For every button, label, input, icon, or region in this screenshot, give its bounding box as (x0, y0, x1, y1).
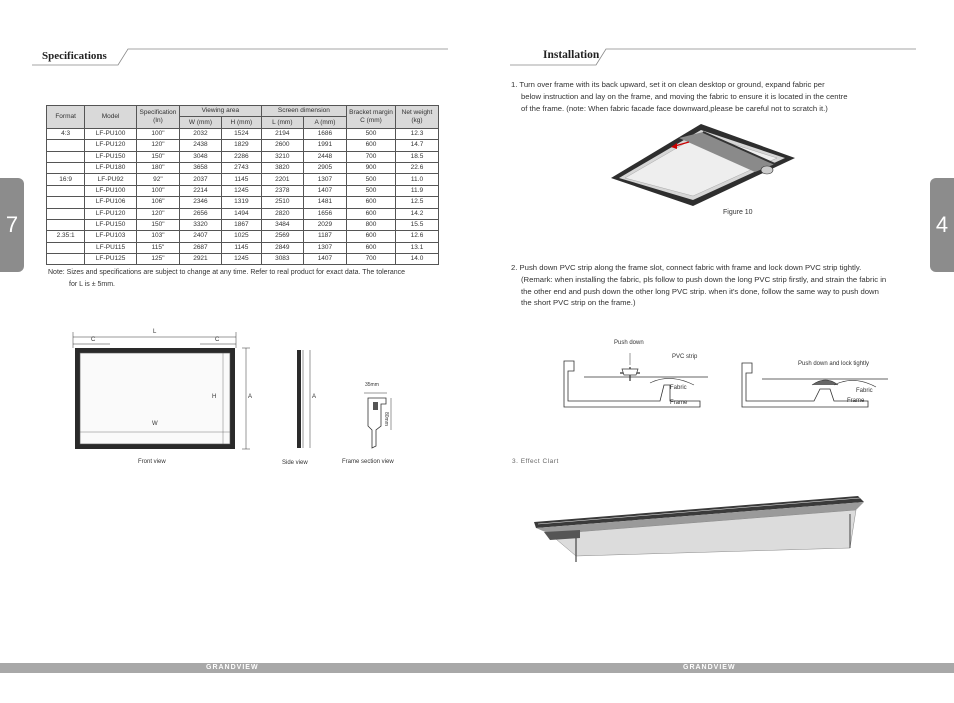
header-w: W (mm) (179, 117, 221, 128)
table-cell-format: 4:3 (47, 128, 85, 139)
header-l: L (mm) (261, 117, 303, 128)
table-cell-c: 600 (347, 208, 396, 219)
section-title-installation: Installation (543, 49, 600, 61)
table-cell-w: 2438 (179, 140, 221, 151)
table-cell-c: 700 (347, 254, 396, 265)
label-fabric-right: Fabric (856, 388, 873, 394)
table-cell-spec: 92" (136, 174, 179, 185)
step2-line1: 2. Push down PVC strip along the frame slot, connect fabric with frame and lock down PVC strip tightly. (511, 263, 862, 272)
table-cell-model: LF-PU106 (85, 197, 137, 208)
dim-label-A-side: A (312, 394, 317, 400)
table-cell-kg: 18.5 (396, 151, 439, 162)
table-cell-kg: 15.5 (396, 219, 439, 230)
table-row (47, 242, 439, 253)
table-row (47, 128, 439, 139)
table-cell-l: 2600 (261, 140, 303, 151)
header-h: H (mm) (221, 117, 261, 128)
table-cell-spec: 180" (136, 162, 179, 173)
table-cell-h: 1245 (221, 185, 261, 196)
table-row (47, 208, 439, 219)
table-cell-model: LF-PU120 (85, 140, 137, 151)
table-cell-kg: 14.2 (396, 208, 439, 219)
table-cell-format (47, 208, 85, 219)
table-cell-spec: 150" (136, 219, 179, 230)
table-cell-format (47, 219, 85, 230)
table-cell-format: 16:9 (47, 174, 85, 185)
table-cell-kg: 12.6 (396, 231, 439, 242)
table-cell-model: LF-PU100 (85, 185, 137, 196)
table-cell-c: 500 (347, 174, 396, 185)
table-row (47, 140, 439, 151)
table-cell-a: 1481 (303, 197, 346, 208)
table-cell-format (47, 197, 85, 208)
step1-line2: below instruction and lay on the frame, and moving the fabric to ensure it is located in the centre (521, 92, 848, 101)
figure-10-caption: Figure 10 (723, 209, 753, 216)
table-cell-w: 2921 (179, 254, 221, 265)
table-cell-a: 2905 (303, 162, 346, 173)
table-cell-kg: 11.9 (396, 185, 439, 196)
dim-label-80mm: 80mm (383, 412, 389, 426)
table-cell-spec: 115" (136, 242, 179, 253)
table-cell-kg: 12.5 (396, 197, 439, 208)
specifications-table (46, 105, 439, 265)
header-viewing-area: Viewing area (179, 106, 261, 117)
effect-chart-illustration (520, 492, 865, 572)
table-cell-w: 3658 (179, 162, 221, 173)
table-row (47, 174, 439, 185)
table-note-line1: Note: Sizes and specifications are subject to change at any time. Refer to real product for exact data. The tolerance (48, 269, 406, 276)
table-cell-kg: 12.3 (396, 128, 439, 139)
dim-label-C-right: C (215, 337, 220, 343)
table-cell-h: 2286 (221, 151, 261, 162)
table-cell-l: 2378 (261, 185, 303, 196)
table-cell-w: 3320 (179, 219, 221, 230)
table-cell-h: 1245 (221, 254, 261, 265)
table-cell-spec: 125" (136, 254, 179, 265)
caption-front-view: Front view (138, 459, 166, 465)
table-cell-h: 1867 (221, 219, 261, 230)
table-cell-format (47, 254, 85, 265)
dim-label-C-left: C (91, 337, 96, 343)
table-cell-c: 500 (347, 128, 396, 139)
table-cell-a: 1407 (303, 254, 346, 265)
table-cell-c: 600 (347, 140, 396, 151)
table-note-line2: for L is ± 5mm. (69, 281, 115, 288)
label-push-lock: Push down and lock tightly (798, 361, 870, 367)
table-cell-h: 1145 (221, 242, 261, 253)
table-cell-format (47, 140, 85, 151)
table-cell-l: 2201 (261, 174, 303, 185)
table-cell-h: 1319 (221, 197, 261, 208)
caption-side-view: Side view (282, 460, 308, 466)
table-cell-spec: 120" (136, 140, 179, 151)
table-cell-model: LF-PU115 (85, 242, 137, 253)
page-number-tab-right: 4 (930, 178, 954, 272)
page-number-tab-left: 7 (0, 178, 24, 272)
table-row (47, 254, 439, 265)
header-a: A (mm) (303, 117, 346, 128)
table-cell-w: 2656 (179, 208, 221, 219)
caption-frame-section-view: Frame section view (342, 459, 394, 465)
header-screen-dimension: Screen dimension (261, 106, 346, 117)
step1-text (511, 79, 921, 115)
table-cell-format (47, 151, 85, 162)
table-cell-model: LF-PU103 (85, 231, 137, 242)
dim-label-35mm: 35mm (365, 382, 379, 388)
table-cell-h: 1025 (221, 231, 261, 242)
table-cell-spec: 120" (136, 208, 179, 219)
footer-bar (0, 663, 954, 673)
header-bracket: Bracket margin C (mm) (347, 106, 396, 129)
table-cell-c: 600 (347, 231, 396, 242)
table-cell-format (47, 185, 85, 196)
table-row (47, 185, 439, 196)
step2-line2: (Remark: when installing the fabric, pls follow to push down the long PVC strip firstly, and strain the fabric in (521, 274, 887, 284)
table-cell-w: 2032 (179, 128, 221, 139)
table-cell-model: LF-PU125 (85, 254, 137, 265)
table-cell-a: 1686 (303, 128, 346, 139)
header-format: Format (47, 106, 85, 129)
dim-label-H: H (212, 394, 217, 400)
table-cell-w: 2214 (179, 185, 221, 196)
table-cell-format (47, 162, 85, 173)
table-cell-h: 1524 (221, 128, 261, 139)
table-cell-kg: 11.0 (396, 174, 439, 185)
brand-left: GRANDVIEW (206, 664, 259, 671)
table-cell-a: 1187 (303, 231, 346, 242)
section-title-specifications: Specifications (42, 50, 107, 62)
table-cell-l: 2849 (261, 242, 303, 253)
table-cell-c: 800 (347, 219, 396, 230)
table-cell-l: 2569 (261, 231, 303, 242)
table-row (47, 231, 439, 242)
header-net-weight: Net weight (kg) (396, 106, 439, 129)
figure-10-illustration (605, 120, 800, 208)
brand-right: GRANDVIEW (683, 664, 736, 671)
step2-text (511, 262, 921, 309)
table-cell-a: 2448 (303, 151, 346, 162)
label-pvc-strip: PVC strip (672, 354, 698, 360)
table-row (47, 197, 439, 208)
table-cell-w: 2687 (179, 242, 221, 253)
table-cell-c: 600 (347, 197, 396, 208)
table-cell-a: 1307 (303, 242, 346, 253)
table-cell-model: LF-PU92 (85, 174, 137, 185)
table-cell-l: 3484 (261, 219, 303, 230)
header-model: Model (85, 106, 137, 129)
step2-line3: the other end and push down the other long PVC strip. when it's done, follow the same way to push down (521, 286, 879, 296)
table-cell-kg: 14.0 (396, 254, 439, 265)
table-cell-spec: 100" (136, 185, 179, 196)
table-cell-a: 1307 (303, 174, 346, 185)
step1-line1: 1. Turn over frame with its back upward, set it on clean desktop or ground, expand fabric per (511, 80, 825, 89)
table-cell-h: 1494 (221, 208, 261, 219)
table-cell-l: 3820 (261, 162, 303, 173)
table-cell-w: 2407 (179, 231, 221, 242)
table-cell-kg: 14.7 (396, 140, 439, 151)
step2-line4: the short PVC strip on the frame.) (521, 298, 636, 308)
table-cell-a: 2029 (303, 219, 346, 230)
table-cell-w: 3048 (179, 151, 221, 162)
specifications-table-body (47, 128, 439, 265)
dim-label-L: L (153, 329, 157, 335)
step1-line3: of the frame. (note: When fabric facade face downward,please be careful not to scratch it.) (521, 104, 828, 113)
table-cell-model: LF-PU100 (85, 128, 137, 139)
table-cell-h: 1829 (221, 140, 261, 151)
table-cell-h: 2743 (221, 162, 261, 173)
table-cell-l: 3083 (261, 254, 303, 265)
table-cell-model: LF-PU120 (85, 208, 137, 219)
table-cell-kg: 22.6 (396, 162, 439, 173)
table-cell-format: 2.35:1 (47, 231, 85, 242)
table-cell-c: 700 (347, 151, 396, 162)
table-cell-a: 1656 (303, 208, 346, 219)
step3-label: 3. Effect Clart (512, 458, 559, 465)
table-cell-a: 1407 (303, 185, 346, 196)
table-cell-w: 2346 (179, 197, 221, 208)
dimension-diagram (60, 326, 440, 476)
table-cell-spec: 100" (136, 128, 179, 139)
table-cell-l: 3210 (261, 151, 303, 162)
table-cell-model: LF-PU150 (85, 219, 137, 230)
table-cell-model: LF-PU180 (85, 162, 137, 173)
table-cell-format (47, 242, 85, 253)
table-cell-a: 1991 (303, 140, 346, 151)
label-push-down: Push down (614, 340, 644, 346)
table-cell-h: 1145 (221, 174, 261, 185)
table-cell-l: 2194 (261, 128, 303, 139)
table-cell-w: 2037 (179, 174, 221, 185)
table-row (47, 219, 439, 230)
table-cell-spec: 103" (136, 231, 179, 242)
table-cell-spec: 150" (136, 151, 179, 162)
table-cell-model: LF-PU150 (85, 151, 137, 162)
table-cell-l: 2820 (261, 208, 303, 219)
table-cell-c: 900 (347, 162, 396, 173)
dim-label-W: W (152, 421, 158, 427)
table-cell-c: 600 (347, 242, 396, 253)
label-frame-right: Frame (847, 398, 865, 404)
header-specification: Specification (In) (136, 106, 179, 129)
table-cell-kg: 13.1 (396, 242, 439, 253)
table-row (47, 162, 439, 173)
table-cell-spec: 106" (136, 197, 179, 208)
table-row (47, 151, 439, 162)
dim-label-A-front: A (248, 394, 253, 400)
table-cell-l: 2510 (261, 197, 303, 208)
table-cell-c: 500 (347, 185, 396, 196)
table-note (48, 267, 448, 291)
label-frame-left: Frame (670, 400, 688, 406)
label-fabric-left: Fabric (670, 385, 687, 391)
side-view-frame (297, 350, 301, 448)
